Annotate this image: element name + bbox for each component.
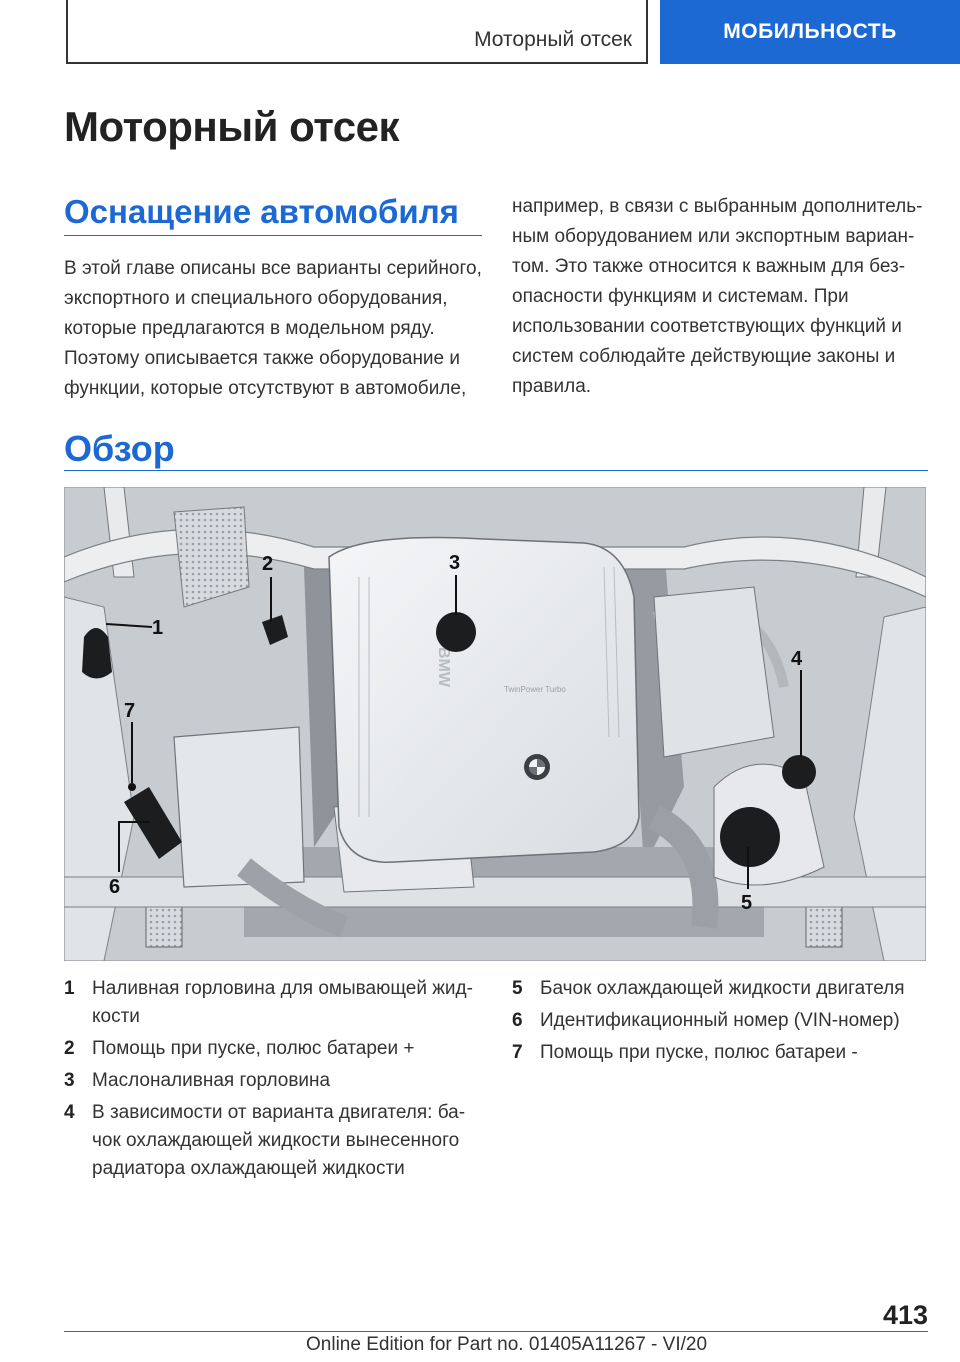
legend-number: 1 bbox=[64, 978, 75, 999]
legend-item bbox=[512, 975, 928, 1003]
legend-text: Бачок охлаждающей жидкости двигателя bbox=[540, 978, 905, 999]
callout-7: 7 bbox=[124, 700, 136, 722]
header-chapter-tab[interactable]: МОБИЛЬНОСТЬ bbox=[660, 0, 960, 64]
overview-heading: Обзор bbox=[64, 428, 175, 469]
legend-number: 2 bbox=[64, 1038, 75, 1059]
cover-twinpower-text: TwinPower Turbo bbox=[504, 685, 566, 694]
legend-list-left bbox=[64, 975, 484, 1187]
equipment-text-col2: например, в связи с выбранным дополнительным оборудованием или экспортным вариантом. Это также относится к важным для безопасности функциям и системам. При использовании соответствующих функций и систем соблюдайте действующие законы и правила. bbox=[512, 196, 923, 397]
equipment-text-col1: В этой главе описаны все варианты серийного, экспортного и специального оборудования, которые предлагаются в модельном ряду. Поэтому описывается также оборудование и функции, которые отсутствуют в автомобиле, bbox=[64, 258, 482, 399]
legend-number: 7 bbox=[512, 1042, 523, 1063]
equipment-heading-rule bbox=[64, 235, 482, 236]
overview-heading-rule bbox=[64, 470, 928, 471]
legend-number: 5 bbox=[512, 978, 523, 999]
legend-number: 4 bbox=[64, 1102, 75, 1123]
legend-number: 6 bbox=[512, 1010, 523, 1031]
callout-5: 5 bbox=[741, 892, 753, 914]
callout-6: 6 bbox=[109, 876, 121, 898]
legend-text: В зависимости от варианта двигателя: бачок охлаждающей жидкости вынесенного радиатора охлаждающей жидкости bbox=[92, 1102, 466, 1179]
engine-compartment-figure bbox=[64, 487, 926, 961]
cover-brand-text: BMW bbox=[435, 647, 452, 687]
equipment-heading: Оснащение автомобиля bbox=[64, 193, 459, 230]
callout-3: 3 bbox=[449, 552, 461, 574]
legend-text: Помощь при пуске, полюс батареи + bbox=[92, 1038, 415, 1059]
legend-item bbox=[64, 1035, 484, 1063]
legend-text: Помощь при пуске, полюс батареи - bbox=[540, 1042, 858, 1063]
legend-text: Маслоналивная горловина bbox=[92, 1070, 331, 1091]
legend-item bbox=[64, 1067, 484, 1095]
remote-coolant-cap-icon bbox=[782, 755, 816, 789]
engine-coolant-cap-icon bbox=[720, 807, 780, 867]
legend-item bbox=[512, 1039, 928, 1067]
footer-edition: Online Edition for Part no. 01405A11267 - VI/20 bbox=[306, 1334, 708, 1355]
legend-list-right bbox=[512, 975, 928, 1071]
page-title: Моторный отсек bbox=[64, 103, 400, 150]
header-section-title: Моторный отсек bbox=[474, 28, 632, 51]
legend-item bbox=[512, 1007, 928, 1035]
legend-text: Наливная горловина для омывающей жидкости bbox=[92, 978, 473, 1027]
air-filter-box bbox=[174, 727, 304, 887]
bmw-logo-icon bbox=[524, 754, 550, 780]
legend-item bbox=[64, 1099, 484, 1183]
page-number: 413 bbox=[882, 1300, 928, 1330]
engine-compartment-illustration bbox=[64, 487, 926, 961]
legend-number: 3 bbox=[64, 1070, 75, 1091]
legend-text: Идентификационный номер (VIN-номер) bbox=[540, 1010, 900, 1031]
engine-cover bbox=[329, 537, 639, 862]
oil-filler-cap-icon bbox=[436, 612, 476, 652]
callout-2: 2 bbox=[262, 553, 274, 575]
footer-rule bbox=[64, 1331, 928, 1332]
legend-item bbox=[64, 975, 484, 1031]
callout-1: 1 bbox=[152, 617, 164, 639]
callout-4: 4 bbox=[791, 648, 803, 670]
header-section-box bbox=[66, 0, 648, 64]
jump-start-negative-icon bbox=[128, 783, 136, 791]
